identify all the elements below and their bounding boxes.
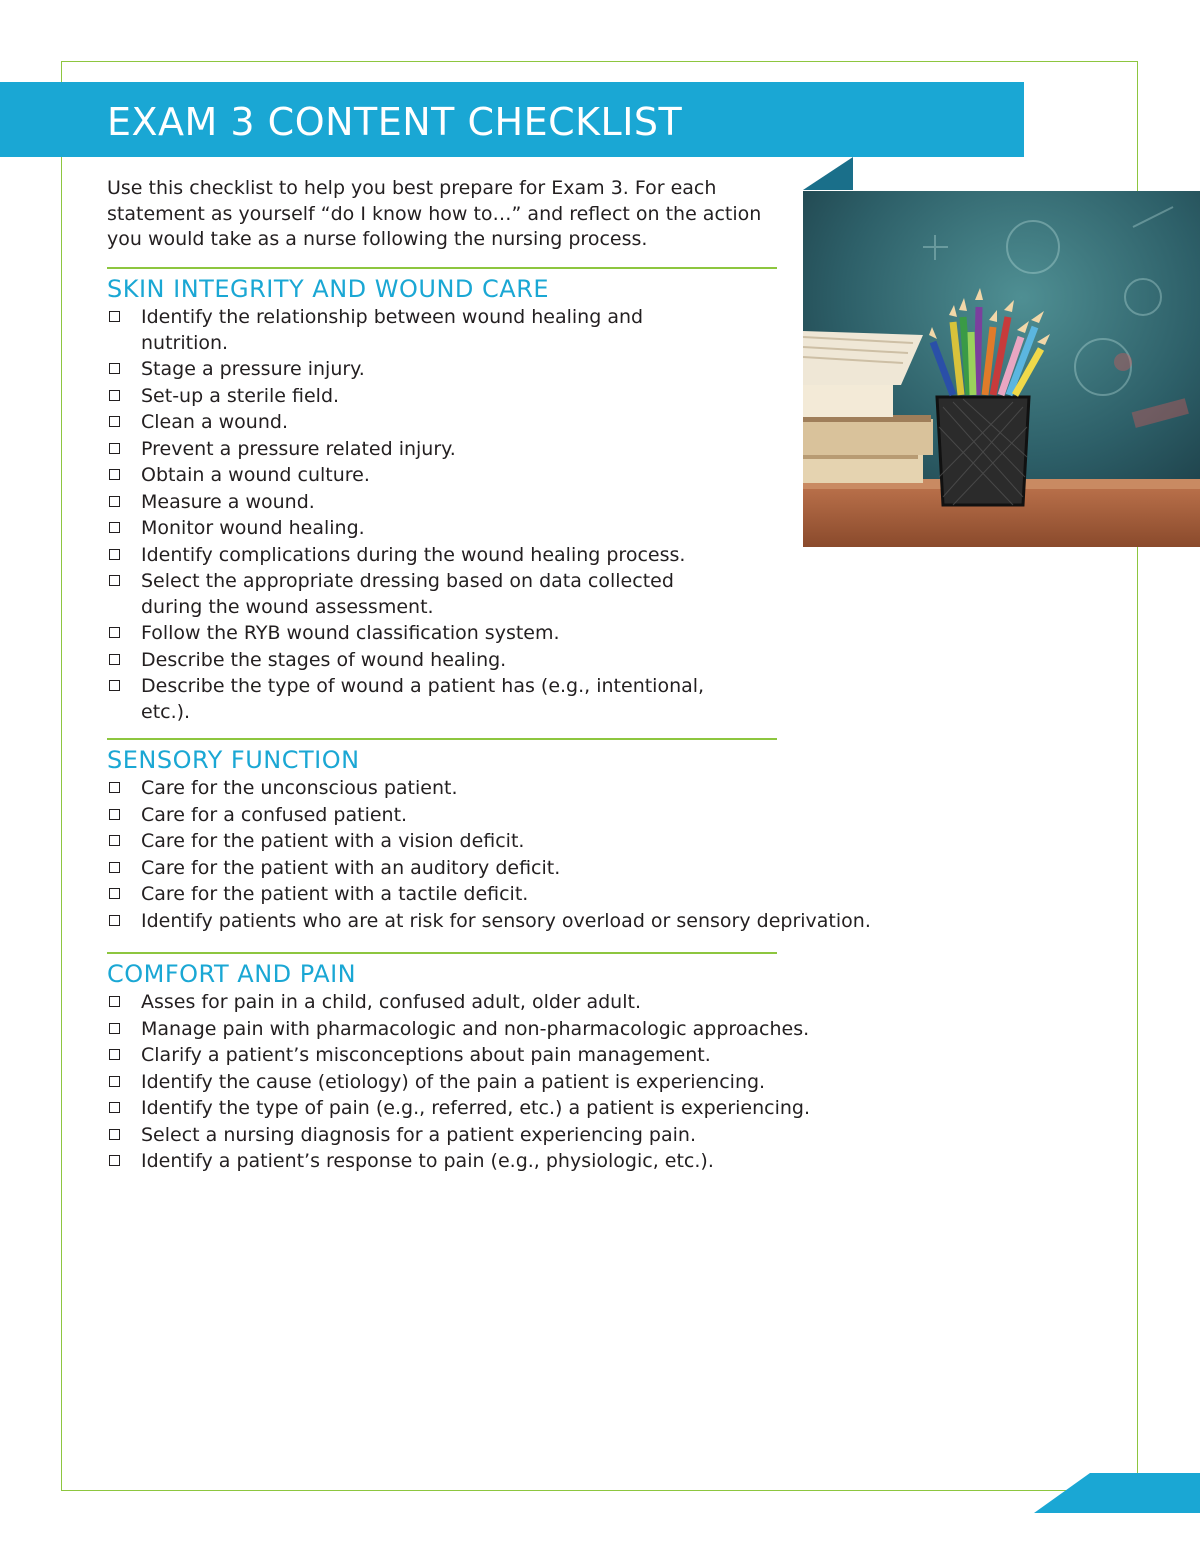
checkbox-icon[interactable]	[109, 915, 120, 926]
checklist-item-text: Care for the patient with a vision deficit.	[141, 830, 525, 852]
section-divider	[107, 738, 777, 740]
checklist-item	[107, 856, 1037, 882]
checklist-item-text: Identify patients who are at risk for sensory overload or sensory deprivation.	[141, 909, 871, 932]
checkbox-icon[interactable]	[109, 363, 120, 374]
checklist-item-text: Care for the patient with an auditory deficit.	[141, 856, 561, 879]
checklist-item	[107, 621, 707, 647]
section-sensory-function	[107, 738, 1037, 935]
checkbox-icon[interactable]	[109, 1049, 120, 1060]
page-title: EXAM 3 CONTENT CHECKLIST	[107, 100, 683, 144]
checkbox-icon[interactable]	[109, 680, 120, 691]
checklist-item-text: Select the appropriate dressing based on data collected during the wound assessment.	[141, 570, 674, 618]
checklist-item	[107, 990, 1037, 1016]
checkbox-icon[interactable]	[109, 496, 120, 507]
checklist	[107, 305, 707, 725]
checklist-item	[107, 490, 707, 516]
checklist-item	[107, 543, 707, 569]
section-heading: SKIN INTEGRITY AND WOUND CARE	[107, 275, 550, 303]
checklist	[107, 990, 1037, 1175]
checklist-item-text: Monitor wound healing.	[141, 517, 365, 539]
checkbox-icon[interactable]	[109, 1129, 120, 1140]
checklist-item-text: Care for the patient with a tactile deficit.	[141, 883, 529, 905]
checklist-item-text: Identify the cause (etiology) of the pain a patient is experiencing.	[141, 1070, 766, 1093]
checklist-item	[107, 829, 1037, 855]
checkbox-icon[interactable]	[109, 1076, 120, 1087]
checklist-item	[107, 437, 707, 463]
checklist-item	[107, 648, 707, 674]
checkbox-icon[interactable]	[109, 1102, 120, 1113]
checklist-item	[107, 1123, 1037, 1149]
checkbox-icon[interactable]	[109, 311, 120, 322]
checklist-item	[107, 1070, 1037, 1096]
checklist-item	[107, 1096, 1037, 1122]
checklist-item-text: Identify a patient’s response to pain (e.g., physiologic, etc.).	[141, 1150, 714, 1172]
checkbox-icon[interactable]	[109, 862, 120, 873]
checklist-item	[107, 357, 707, 383]
checklist-item-text: Asses for pain in a child, confused adult, older adult.	[141, 991, 641, 1013]
checkbox-icon[interactable]	[109, 390, 120, 401]
checklist-item	[107, 569, 707, 620]
checklist-item-text: Obtain a wound culture.	[141, 464, 370, 486]
checklist-item-text: Prevent a pressure related injury.	[141, 437, 456, 460]
checklist-item-text: Follow the RYB wound classification system.	[141, 622, 560, 644]
checkbox-icon[interactable]	[109, 575, 120, 586]
checklist-item-text: Care for a confused patient.	[141, 803, 408, 826]
checklist-item-text: Set-up a sterile field.	[141, 384, 340, 407]
checkbox-icon[interactable]	[109, 835, 120, 846]
checklist-item-text: Describe the type of wound a patient has (e.g., intentional, etc.).	[141, 675, 705, 723]
checkbox-icon[interactable]	[109, 1155, 120, 1166]
checklist-item-text: Identify the type of pain (e.g., referred, etc.) a patient is experiencing.	[141, 1097, 811, 1119]
checklist-item	[107, 1043, 1037, 1069]
section-comfort-pain	[107, 952, 1037, 1176]
checkbox-icon[interactable]	[109, 443, 120, 454]
checklist-item-text: Identify the relationship between wound healing and nutrition.	[141, 306, 644, 354]
section-skin-integrity	[107, 267, 777, 726]
checklist-item-text: Select a nursing diagnosis for a patient experiencing pain.	[141, 1123, 696, 1146]
checklist-item	[107, 384, 707, 410]
checklist-item-text: Measure a wound.	[141, 490, 315, 513]
checklist-item	[107, 776, 1037, 802]
section-divider	[107, 952, 777, 954]
section-heading: COMFORT AND PAIN	[107, 960, 357, 988]
footer-corner-band	[1034, 1473, 1200, 1513]
checklist-item	[107, 909, 1037, 935]
checkbox-icon[interactable]	[109, 522, 120, 533]
checkbox-icon[interactable]	[109, 416, 120, 427]
intro-text: Use this checklist to help you best prepare for Exam 3. For each statement as yourself “do I know how to…” and reflect on the action you would take as a nurse following the nursing process.	[107, 177, 762, 250]
checklist-item	[107, 803, 1037, 829]
checklist-item-text: Identify complications during the wound healing process.	[141, 543, 686, 566]
checklist	[107, 776, 1037, 934]
classroom-pencils-books-photo	[803, 157, 1200, 547]
checkbox-icon[interactable]	[109, 1023, 120, 1034]
checkbox-icon[interactable]	[109, 469, 120, 480]
checklist-item-text: Manage pain with pharmacologic and non-pharmacologic approaches.	[141, 1017, 810, 1040]
checklist-item	[107, 1017, 1037, 1043]
checklist-item	[107, 463, 707, 489]
checkbox-icon[interactable]	[109, 888, 120, 899]
section-divider	[107, 267, 777, 269]
checkbox-icon[interactable]	[109, 627, 120, 638]
checklist-item	[107, 410, 707, 436]
header-photo	[803, 157, 1200, 547]
checklist-item	[107, 674, 707, 725]
checklist-item-text: Care for the unconscious patient.	[141, 777, 458, 799]
checklist-item-text: Stage a pressure injury.	[141, 358, 365, 380]
checklist-item	[107, 516, 707, 542]
section-heading: SENSORY FUNCTION	[107, 746, 360, 774]
checkbox-icon[interactable]	[109, 996, 120, 1007]
checklist-item	[107, 882, 1037, 908]
checkbox-icon[interactable]	[109, 549, 120, 560]
checkbox-icon[interactable]	[109, 782, 120, 793]
checklist-item-text: Clean a wound.	[141, 411, 288, 433]
checklist-item-text: Describe the stages of wound healing.	[141, 648, 507, 671]
checklist-item-text: Clarify a patient’s misconceptions about pain management.	[141, 1044, 711, 1066]
checkbox-icon[interactable]	[109, 809, 120, 820]
checkbox-icon[interactable]	[109, 654, 120, 665]
checklist-item	[107, 1149, 1037, 1175]
photo-corner-band	[803, 157, 853, 190]
checklist-item	[107, 305, 707, 356]
